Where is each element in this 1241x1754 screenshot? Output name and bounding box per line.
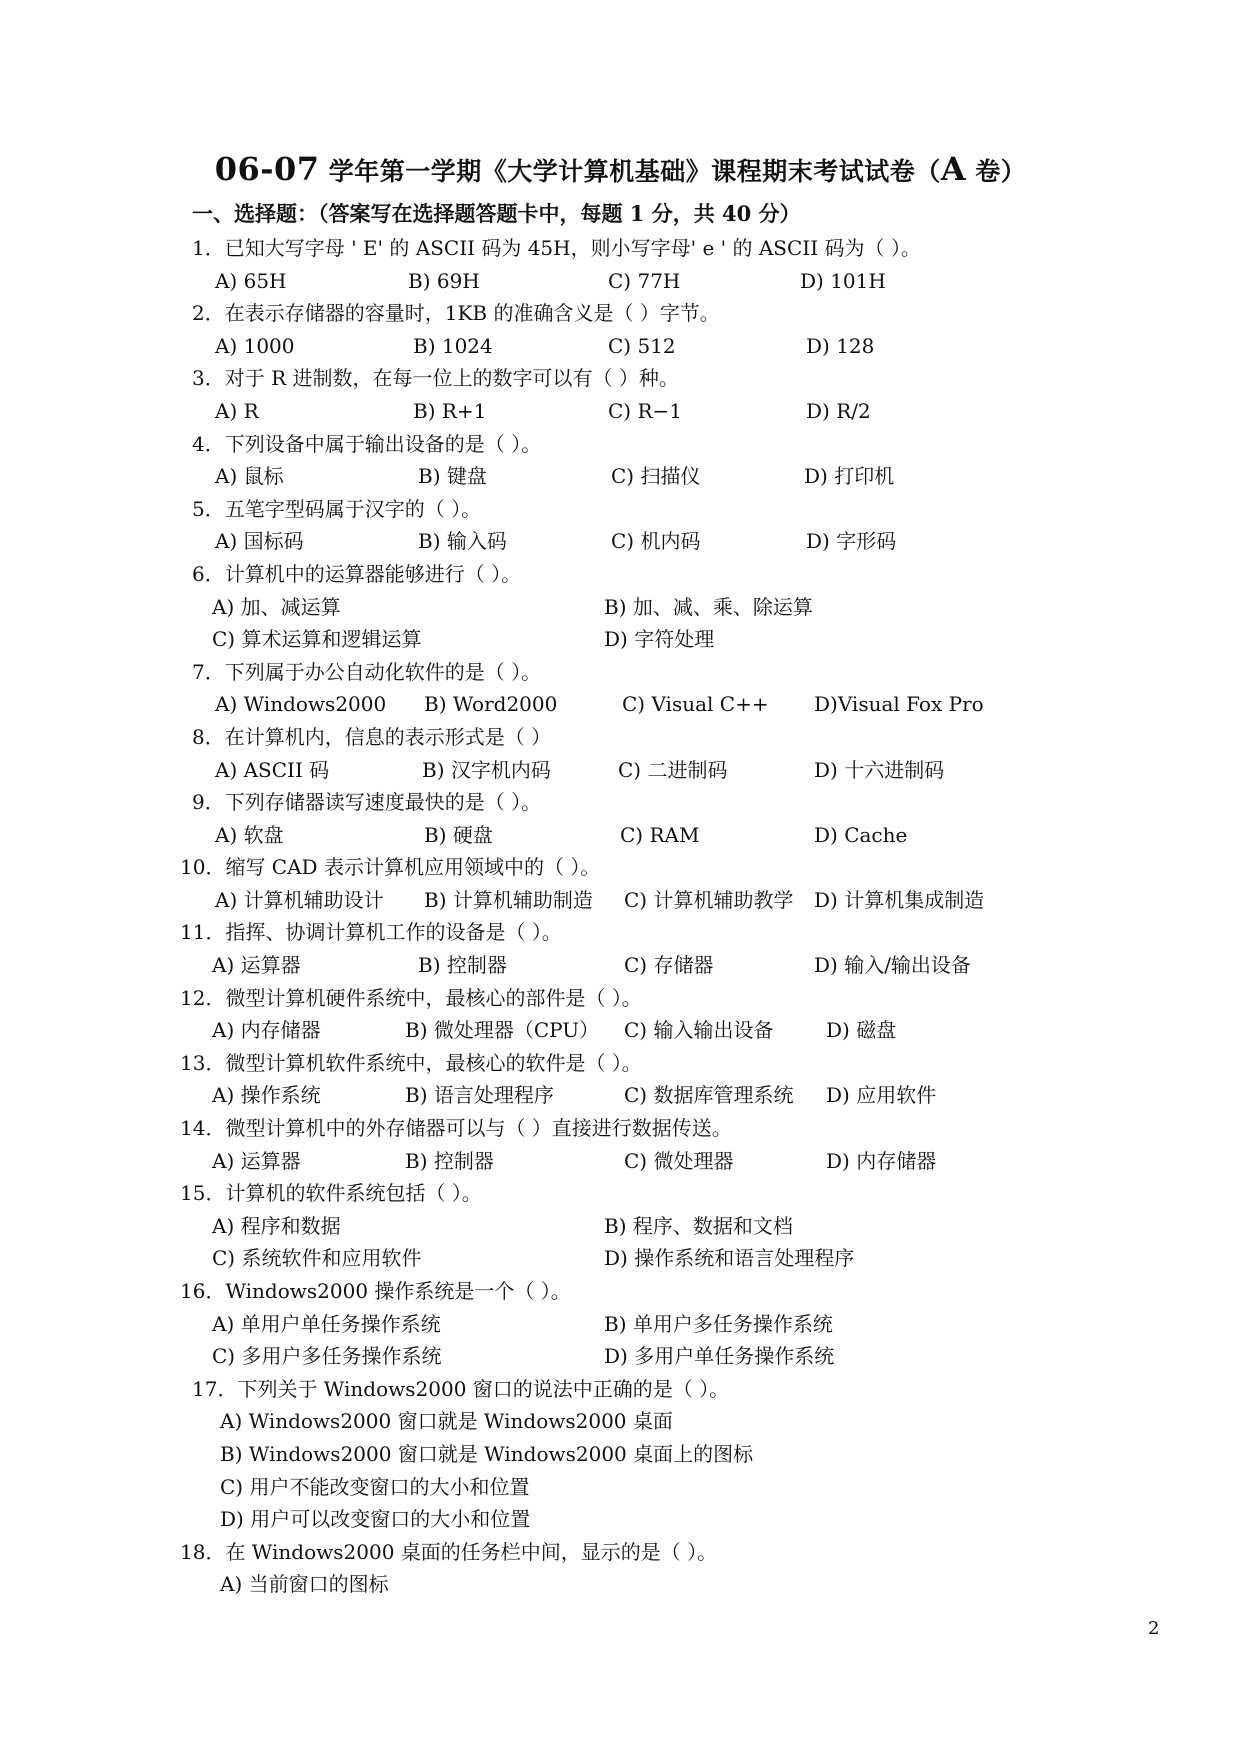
question-stem bbox=[0, 721, 1241, 754]
answer-option: A) 加、减运算 bbox=[212, 594, 341, 619]
answer-option: B) 微处理器（CPU） bbox=[405, 1018, 600, 1043]
answer-option: B) 程序、数据和文档 bbox=[604, 1213, 793, 1238]
answer-option: A) 国标码 bbox=[215, 529, 304, 554]
question-text: 5．五笔字型码属于汉字的（ ）。 bbox=[192, 496, 482, 521]
question-text: 13．微型计算机软件系统中，最核心的软件是（ ）。 bbox=[180, 1050, 642, 1075]
answer-option: C) 77H bbox=[608, 268, 681, 293]
answer-option: C) 数据库管理系统 bbox=[624, 1083, 794, 1108]
question-text: 12．微型计算机硬件系统中，最核心的部件是（ ）。 bbox=[180, 985, 642, 1010]
option-row bbox=[0, 1079, 1241, 1112]
option-row bbox=[0, 688, 1241, 721]
option-row bbox=[0, 395, 1241, 428]
question-stem bbox=[0, 851, 1241, 884]
answer-option: C) 微处理器 bbox=[624, 1148, 734, 1173]
option-row bbox=[0, 1014, 1241, 1047]
answer-option: C) 扫描仪 bbox=[611, 464, 701, 489]
question-stem bbox=[0, 656, 1241, 689]
option-row bbox=[0, 623, 1241, 656]
answer-option: D) 多用户单任务操作系统 bbox=[604, 1344, 835, 1369]
title-text: 学年第一学期《大学计算机基础》课程期末考试试卷（ bbox=[319, 157, 941, 186]
question-stem bbox=[0, 362, 1241, 395]
question-text: 2．在表示存储器的容量时，1KB 的准确含义是（ ）字节。 bbox=[192, 301, 720, 326]
answer-option: C) 多用户多任务操作系统 bbox=[212, 1344, 442, 1369]
answer-option: C) 系统软件和应用软件 bbox=[212, 1246, 422, 1271]
option-row bbox=[0, 1471, 1241, 1504]
answer-option: C) RAM bbox=[620, 822, 700, 847]
title-year: 06-07 bbox=[214, 150, 320, 188]
question-stem bbox=[0, 1275, 1241, 1308]
answer-option: B) 1024 bbox=[413, 333, 493, 358]
answer-option: A) 1000 bbox=[215, 333, 295, 358]
question-text: 9．下列存储器读写速度最快的是（ ）。 bbox=[192, 790, 542, 815]
answer-option: D) 操作系统和语言处理程序 bbox=[604, 1246, 855, 1271]
option-row bbox=[0, 1308, 1241, 1341]
question-stem bbox=[0, 1373, 1241, 1406]
answer-option: A) 运算器 bbox=[212, 953, 301, 978]
answer-option: A) Windows2000 bbox=[215, 692, 387, 717]
option-row bbox=[0, 1340, 1241, 1373]
option-row bbox=[0, 819, 1241, 852]
answer-option: A) 单用户单任务操作系统 bbox=[212, 1311, 441, 1336]
answer-option: D) 内存储器 bbox=[826, 1148, 937, 1173]
question-text: 17．下列关于 Windows2000 窗口的说法中正确的是（ ）。 bbox=[192, 1376, 730, 1401]
title-suffix: 卷） bbox=[966, 157, 1027, 186]
answer-option: C) 存储器 bbox=[624, 953, 714, 978]
option-row bbox=[0, 884, 1241, 917]
option-row bbox=[0, 1568, 1241, 1601]
question-list bbox=[0, 232, 1241, 1601]
answer-option: D) Cache bbox=[814, 822, 908, 847]
answer-option: D) 101H bbox=[800, 268, 886, 293]
page-number: 2 bbox=[1148, 1618, 1160, 1639]
answer-option: A) 鼠标 bbox=[215, 464, 284, 489]
answer-option: B) 汉字机内码 bbox=[422, 757, 551, 782]
option-row bbox=[0, 754, 1241, 787]
answer-option: B) 控制器 bbox=[405, 1148, 494, 1173]
answer-option: B) 加、减、乘、除运算 bbox=[604, 594, 813, 619]
question-text: 7．下列属于办公自动化软件的是（ ）。 bbox=[192, 659, 542, 684]
question-stem bbox=[0, 1536, 1241, 1569]
answer-option: A) 程序和数据 bbox=[212, 1213, 341, 1238]
option-row bbox=[0, 1145, 1241, 1178]
question-text: 6．计算机中的运算器能够进行（ ）。 bbox=[192, 561, 522, 586]
answer-option: A) 65H bbox=[215, 268, 287, 293]
answer-option: C) 计算机辅助教学 bbox=[624, 887, 794, 912]
exam-title bbox=[0, 150, 1241, 188]
answer-option: D) 字形码 bbox=[806, 529, 897, 554]
answer-option: A) R bbox=[215, 398, 259, 423]
option-row bbox=[0, 330, 1241, 363]
answer-option: D) R/2 bbox=[806, 398, 871, 423]
section-heading: 一、选择题：（答案写在选择题答题卡中，每题 1 分，共 40 分） bbox=[192, 201, 801, 226]
question-stem bbox=[0, 558, 1241, 591]
option-row bbox=[0, 460, 1241, 493]
option-row bbox=[0, 525, 1241, 558]
answer-option: D) 128 bbox=[806, 333, 875, 358]
option-row bbox=[0, 1405, 1241, 1438]
option-row bbox=[0, 1210, 1241, 1243]
answer-option: B) 输入码 bbox=[418, 529, 507, 554]
option-row bbox=[0, 1438, 1241, 1471]
answer-option: B) 控制器 bbox=[418, 953, 507, 978]
option-row bbox=[0, 265, 1241, 298]
answer-option: C) 512 bbox=[608, 333, 676, 358]
answer-option: D) 打印机 bbox=[804, 464, 895, 489]
question-stem bbox=[0, 232, 1241, 265]
question-text: 16．Windows2000 操作系统是一个（ ）。 bbox=[180, 1279, 571, 1303]
answer-option: B) 计算机辅助制造 bbox=[424, 887, 593, 912]
answer-option: B) 单用户多任务操作系统 bbox=[604, 1311, 833, 1336]
answer-option: A) 软盘 bbox=[215, 822, 284, 847]
answer-option: C) 算术运算和逻辑运算 bbox=[212, 627, 422, 652]
answer-option: C) R−1 bbox=[608, 398, 683, 423]
answer-option: D) 十六进制码 bbox=[814, 757, 945, 782]
answer-option: D) 用户可以改变窗口的大小和位置 bbox=[220, 1507, 531, 1532]
question-text: 15．计算机的软件系统包括（ ）。 bbox=[180, 1181, 482, 1206]
question-stem bbox=[0, 493, 1241, 526]
answer-option: B) 语言处理程序 bbox=[405, 1083, 554, 1108]
question-text: 1．已知大写字母 ' E' 的 ASCII 码为 45H，则小写字母' e ' 的 ASCII 码为（ ）。 bbox=[192, 236, 921, 260]
question-stem bbox=[0, 1112, 1241, 1145]
option-row bbox=[0, 949, 1241, 982]
answer-option: C) 二进制码 bbox=[618, 757, 728, 782]
question-stem bbox=[0, 1177, 1241, 1210]
answer-option: D) 字符处理 bbox=[604, 627, 715, 652]
question-text: 4．下列设备中属于输出设备的是（ ）。 bbox=[192, 431, 542, 456]
answer-option: B) 硬盘 bbox=[424, 822, 493, 847]
answer-option: B) Word2000 bbox=[424, 692, 558, 717]
answer-option: D) 输入/输出设备 bbox=[814, 953, 971, 978]
question-text: 11．指挥、协调计算机工作的设备是（ ）。 bbox=[180, 920, 562, 945]
answer-option: D) 计算机集成制造 bbox=[814, 887, 985, 912]
option-row bbox=[0, 1503, 1241, 1536]
answer-option: B) 键盘 bbox=[418, 464, 487, 489]
answer-option: C) 输入输出设备 bbox=[624, 1018, 774, 1043]
title-paper: A bbox=[940, 150, 967, 188]
answer-option: A) 内存储器 bbox=[212, 1018, 321, 1043]
answer-option: B) R+1 bbox=[413, 398, 487, 423]
answer-option: C) 用户不能改变窗口的大小和位置 bbox=[220, 1474, 530, 1499]
option-row bbox=[0, 1242, 1241, 1275]
answer-option: C) 机内码 bbox=[611, 529, 701, 554]
answer-option: B) Windows2000 窗口就是 Windows2000 桌面上的图标 bbox=[220, 1441, 754, 1466]
answer-option: B) 69H bbox=[408, 268, 480, 293]
question-stem bbox=[0, 982, 1241, 1015]
question-stem bbox=[0, 1047, 1241, 1080]
question-text: 18．在 Windows2000 桌面的任务栏中间，显示的是（ ）。 bbox=[180, 1539, 718, 1564]
question-text: 3．对于 R 进制数，在每一位上的数字可以有（ ）种。 bbox=[192, 366, 679, 391]
answer-option: D) 应用软件 bbox=[826, 1083, 937, 1108]
answer-option: A) Windows2000 窗口就是 Windows2000 桌面 bbox=[220, 1409, 673, 1434]
question-text: 14．微型计算机中的外存储器可以与（ ）直接进行数据传送。 bbox=[180, 1116, 732, 1141]
question-stem bbox=[0, 786, 1241, 819]
question-stem bbox=[0, 428, 1241, 461]
answer-option: C) Visual C++ bbox=[622, 692, 769, 717]
answer-option: A) 计算机辅助设计 bbox=[215, 887, 384, 912]
answer-option: D) 磁盘 bbox=[826, 1018, 897, 1043]
question-stem bbox=[0, 916, 1241, 949]
question-text: 10．缩写 CAD 表示计算机应用领域中的（ ）。 bbox=[180, 855, 601, 880]
answer-option: D)Visual Fox Pro bbox=[814, 692, 984, 717]
answer-option: A) 运算器 bbox=[212, 1148, 301, 1173]
question-text: 8．在计算机内，信息的表示形式是（ ） bbox=[192, 724, 552, 749]
question-stem bbox=[0, 297, 1241, 330]
answer-option: A) 当前窗口的图标 bbox=[220, 1572, 389, 1597]
option-row bbox=[0, 591, 1241, 624]
answer-option: A) ASCII 码 bbox=[215, 757, 330, 782]
answer-option: A) 操作系统 bbox=[212, 1083, 321, 1108]
